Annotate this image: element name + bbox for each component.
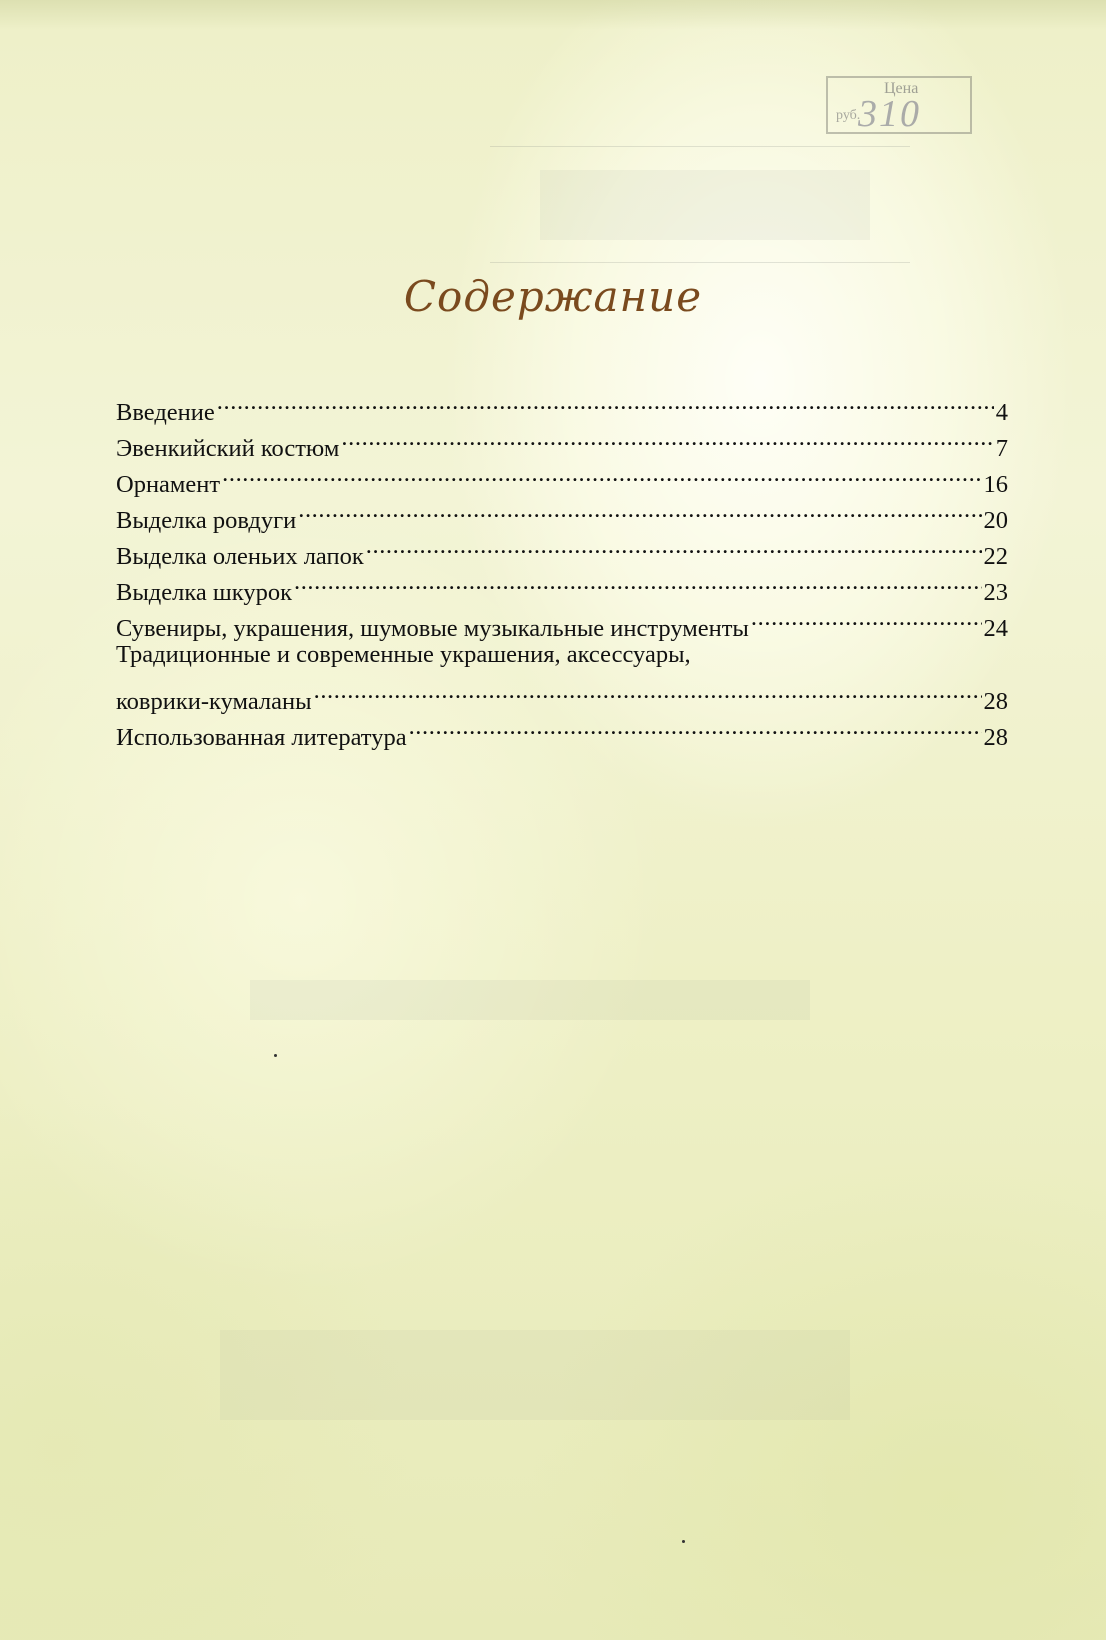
show-through-block-top [540,170,870,240]
show-through-rule-top [490,146,910,147]
toc-entry-label: Сувениры, украшения, шумовые музыкальные инструменты [116,615,749,642]
toc-entry-page: 16 [983,471,1008,498]
toc-entry-rovduga [116,492,1008,534]
toc-entry-label: Введение [116,399,215,426]
toc-entry-label: Выделка шкурок [116,579,292,606]
dot-leader [314,673,982,709]
dot-leader [751,600,982,636]
dot-leader [222,456,981,492]
dot-leader [409,709,982,745]
price-stamp [826,76,972,134]
toc-entry-label: Орнамент [116,471,221,498]
table-of-contents [116,384,1008,751]
speck [682,1540,685,1543]
dot-leader [217,384,994,420]
toc-entry-ornament [116,456,1008,498]
top-show-through [0,0,1106,30]
toc-entry-label: Выделка оленьих лапок [116,543,364,570]
stamp-label: Цена [884,80,919,97]
toc-entry-page: 24 [983,615,1008,642]
toc-entry-label-line1: Традиционные и современные украшения, аксессуары, [116,641,691,668]
toc-entry-ornaments-accessories [116,637,1008,715]
toc-entry-page: 28 [983,724,1008,751]
dot-leader [298,492,981,528]
toc-entry-label: Использованная литература [116,724,407,751]
toc-entry-page: 23 [983,579,1008,606]
toc-entry-line2 [116,673,1008,715]
stamp-unit: руб. [836,108,861,123]
toc-entry-costume [116,420,1008,462]
dot-leader [366,528,982,564]
page-title: Содержание [403,272,703,321]
toc-entry-page: 4 [995,399,1008,426]
stamp-value: 310 [858,93,921,135]
show-through-block-bottom [250,980,810,1020]
show-through-block-lower [220,1330,850,1420]
toc-entry-label-line2: коврики-кумаланы [116,688,312,715]
toc-entry-page: 28 [983,688,1008,715]
dot-leader [294,564,982,600]
toc-entry-page: 7 [995,435,1008,462]
toc-entry-intro [116,384,1008,426]
toc-entry-page: 22 [983,543,1008,570]
toc-entry-page: 20 [983,507,1008,534]
dot-leader [341,420,993,456]
toc-entry-label: Эвенкийский костюм [116,435,340,462]
toc-entry-label: Выделка ровдуги [116,507,297,534]
speck [274,1054,277,1057]
show-through-rule-mid [490,262,910,263]
